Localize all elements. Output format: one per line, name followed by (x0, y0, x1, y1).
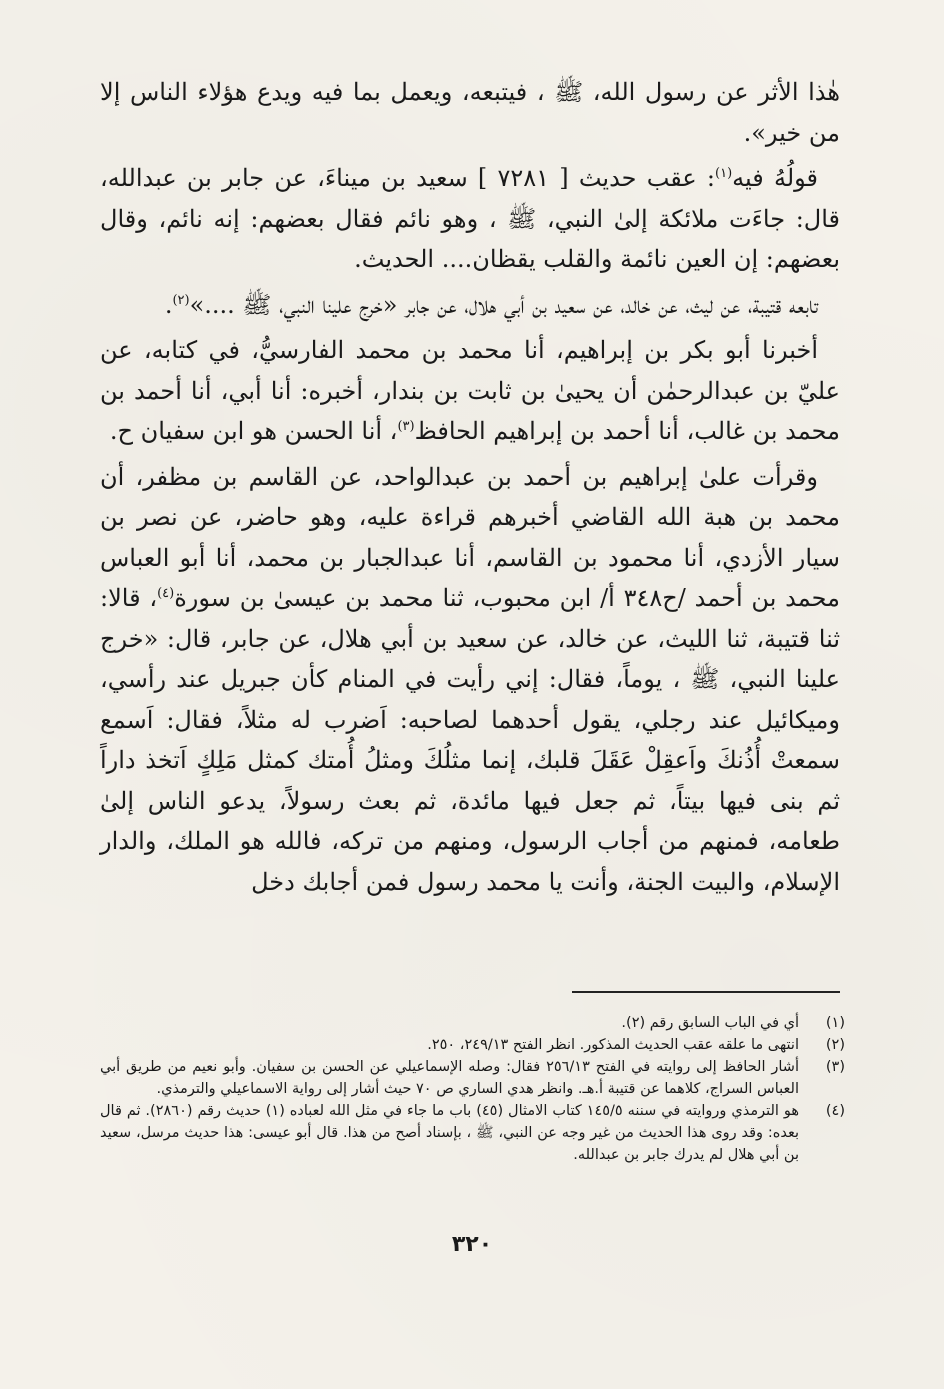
footnotes (100, 1012, 845, 1166)
footnote (100, 1012, 845, 1034)
footnote-text: أشار الحافظ إلى روايته في الفتح ٢٥٦/١٣ فقال: وصله الإسماعيلي عن الحسن بن سفيان. وأبو نعيم من طريق أبي العباس السراج، كلاهما عن قتيبة أ.هـ. وانظر هدي الساري ص ٧٠ حيث أشار إلى رواية الاسماعيلي والترمذي. (100, 1059, 799, 1097)
paragraph (100, 285, 840, 326)
footnote (100, 1100, 845, 1166)
footnote-number: (٤) (825, 1103, 845, 1119)
paragraph (100, 158, 840, 280)
footnote-ref: (١) (715, 166, 733, 181)
footnote-text: هو الترمذي وروايته في سننه ١٤٥/٥ كتاب الامثال (٤٥) باب ما جاء في مثل الله لعباده (١) حديث رقم (٢٨٦٠). ثم قال بعده: وقد روى هذا الحديث من غير وجه عن النبي، ﷺ ، بإسناد أصح من هذا. قال أبو عيسى: هذا حديث مرسل، سعيد بن أبي هلال لم يدرك جابر بن عبدالله. (100, 1103, 799, 1163)
paragraph-text: تابعه قتيبة، عن ليث، عن خالد، عن سعيد بن أبي هلال، عن جابر «خرج علينا النبي، ﷺ ....» (189, 290, 818, 319)
footnote-text: انتهى ما علقه عقب الحديث المذكور. انظر الفتح ٢٤٩/١٣، ٢٥٠. (427, 1037, 799, 1053)
footnote (100, 1056, 845, 1100)
paragraph-text: أخبرنا أبو بكر بن إبراهيم، أنا محمد بن محمد الفارسيُّ، في كتابه، عن عليّ بن عبدالرحمٰن أن يحيىٰ بن ثابت بن بندار، أخبره: أنا أبي، أنا أحمد بن محمد بن غالب، أنا أحمد بن إبراهيم الحافظ (100, 336, 840, 445)
paragraph-text: ، أنا الحسن هو ابن سفيان ح. (109, 417, 398, 445)
paragraph-text: : عقب حديث [ ٧٢٨١ ] سعيد بن ميناءَ، عن جابر بن عبدالله، قال: جاءَت ملائكة إلىٰ النبي، ﷺ ، وهو نائم فقال بعضهم: إنه نائم، وقال بعضهم: إن العين نائمة والقلب يقظان.... الحديث. (100, 164, 841, 273)
footnote (100, 1034, 845, 1056)
paragraph-text: وقرأت علىٰ إبراهيم بن أحمد بن عبدالواحد، عن القاسم بن مظفر، أن محمد بن هبة الله القاضي أخبرهم قراءة عليه، وهو حاضر، عن نصر بن سيار الأزدي، أنا محمود بن القاسم، أنا عبدالجبار بن محمد، أنا أبو العباس محمد بن أحمد /ح٣٤٨ أ/ ابن محبوب، ثنا محمد بن عيسىٰ بن سورة (100, 462, 840, 612)
main-text (100, 72, 840, 907)
paragraph (100, 72, 840, 153)
footnote-ref: (٢) (172, 292, 190, 308)
paragraph (100, 330, 840, 452)
footnote-number: (٣) (825, 1059, 845, 1075)
footnote-separator (572, 991, 840, 993)
paragraph-text: هٰذا الأثر عن رسول الله، ﷺ ، فيتبعه، ويعمل بما فيه ويدع هؤلاء الناس إلا من خير». (100, 78, 840, 147)
footnote-text: أي في الباب السابق رقم (٢). (621, 1015, 799, 1031)
footnote-number: (٢) (825, 1037, 845, 1053)
footnote-ref: (٤) (157, 586, 175, 601)
paragraph-text: قولُهُ فيه (732, 164, 819, 192)
page-number: ٣٢٠ (451, 1232, 493, 1257)
paragraph (100, 457, 840, 903)
footnote-ref: (٣) (397, 419, 415, 434)
footnote-number: (١) (825, 1015, 845, 1031)
paragraph-text: . (164, 290, 173, 319)
paragraph-text: ، قالا: ثنا قتيبة، ثنا الليث، عن خالد، عن سعيد بن أبي هلال، عن جابر، قال: «خرج علينا النبي، ﷺ ، يوماً، فقال: إني رأيت في المنام كأن جبريل عند رأسي، وميكائيل عند رجلي، يقول أحدهما لصاحبه: اَضرب له مثلاً، فقال: اَسمع سمعتْ أُذُنكَ واَعقِلْ عَقَلَ قلبك، إنما مثلُكَ ومثلُ أُمتك كمثل مَلِكٍ اَتخذ داراً ثم بنى فيها بيتاً، ثم جعل فيها مائدة، ثم بعث رسولاً، يدعو الناس إلىٰ طعامه، فمنهم من أجاب الرسول، ومنهم من تركه، فالله هو الملك، والدار الإسلام، والبيت الجنة، وأنت يا محمد رسول فمن أجابك دخل (100, 584, 840, 896)
